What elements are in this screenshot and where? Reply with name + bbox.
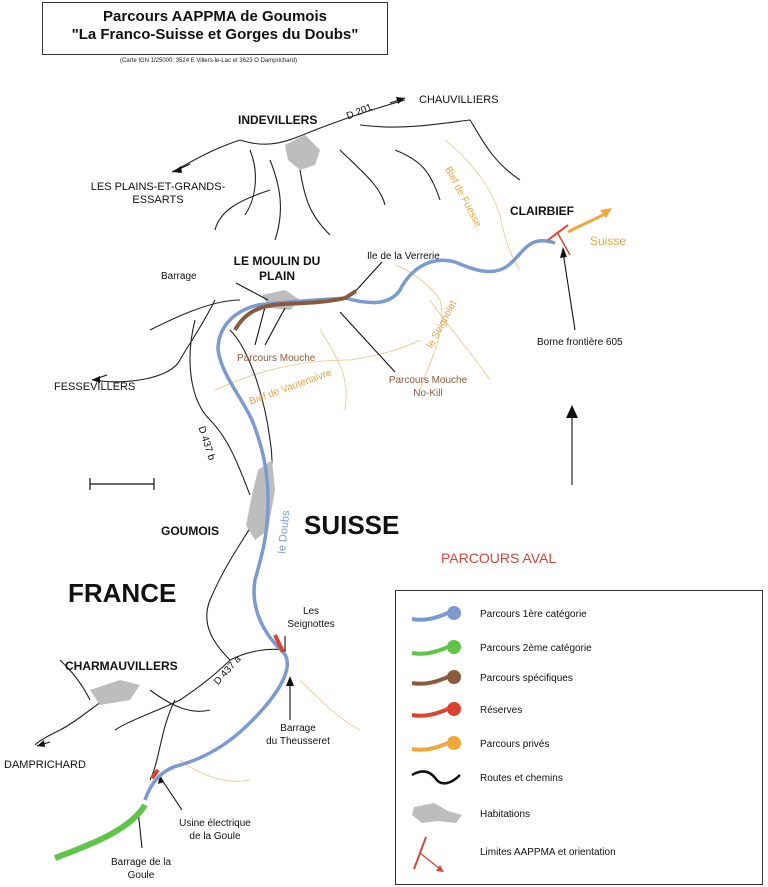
place-moulin-du-plain	[222, 254, 332, 284]
country-suisse: SUISSE	[304, 510, 400, 540]
legend-item-habitations	[396, 801, 762, 831]
road-d437a: D 437 a	[212, 653, 244, 688]
label-usine-electrique	[165, 817, 265, 843]
legend-item-2eme-categorie	[396, 635, 762, 665]
stream-bief-de-fuesse: Bief de Fuesse	[442, 165, 484, 230]
label-mouche-nokill-line1: Parcours Mouche	[388, 375, 468, 386]
label-usine-line1: Usine électrique	[179, 818, 251, 829]
legend-swatch-limit-arrow	[408, 835, 470, 875]
label-suisse-orientation: Suisse	[590, 234, 627, 248]
place-moulin-line1: LE MOULIN DU	[233, 254, 321, 268]
label-mouche-nokill-line2: No-Kill	[413, 388, 443, 399]
place-clairbief: CLAIRBIEF	[510, 204, 574, 218]
river-label-le-doubs: le Doubs	[276, 509, 293, 555]
label-seignottes-line2: Seignottes	[287, 619, 335, 630]
road-d201: D 201	[345, 102, 374, 123]
legend-label-6: Routes et chemins	[480, 773, 563, 784]
stream-bief-de-vautenaivre: Bief de Vautenaivre	[248, 367, 334, 408]
place-fessevillers: FESSEVILLERS	[54, 381, 136, 393]
legend-label-5: Parcours privés	[480, 739, 550, 750]
legend-label-8: Limites AAPPMA et orientation	[480, 847, 616, 858]
legend-label-1: Parcours 1ère catégorie	[480, 609, 587, 620]
place-les-plains	[86, 181, 230, 207]
label-borne-frontiere: Borne frontière 605	[537, 337, 623, 348]
map-title: Parcours AAPPMA de Goumois	[103, 8, 327, 25]
label-les-seignottes	[278, 605, 344, 631]
place-les-plains-line2: ESSARTS	[132, 194, 184, 206]
place-les-plains-line1: LES PLAINS-ET-GRANDS-	[90, 181, 226, 193]
place-chauvilliers: CHAUVILLIERS	[419, 94, 499, 106]
stream-le-seignolet: le Seignolet	[425, 298, 460, 351]
legend-swatch-road	[408, 765, 470, 789]
legend-label-7: Habitations	[480, 809, 531, 820]
legend-item-prives	[396, 731, 762, 761]
label-barrage-goule	[96, 856, 186, 882]
legend-swatch-brown-river	[408, 665, 470, 689]
legend-swatch-red-river	[408, 697, 470, 721]
place-charmauvillers: CHARMAUVILLERS	[65, 659, 178, 673]
label-theusseret-line1: Barrage	[280, 723, 316, 734]
label-parcours-mouche-no-kill	[373, 374, 483, 400]
label-theusseret-line2: du Theusseret	[266, 736, 330, 747]
legend-item-reserves	[396, 697, 762, 727]
legend-item-1ere-categorie	[396, 601, 762, 631]
label-goule-line1: Barrage de la	[110, 857, 172, 868]
legend-swatch-habitations	[408, 801, 470, 825]
place-damprichard: DAMPRICHARD	[4, 759, 86, 771]
label-goule-line2: Goule	[127, 870, 155, 881]
label-usine-line2: de la Goule	[189, 831, 241, 842]
legend-item-specifiques	[396, 665, 762, 695]
label-barrage-theusseret	[250, 722, 346, 748]
legend-swatch-blue-river	[408, 601, 470, 625]
label-seignottes-line1: Les	[302, 606, 320, 617]
legend-label-4: Réserves	[480, 705, 523, 716]
road-d437b: D 437 b	[195, 425, 217, 462]
parcours-2e-categorie	[55, 805, 145, 858]
legend-item-routes	[396, 765, 762, 795]
place-goumois: GOUMOIS	[161, 524, 220, 538]
map-subtitle-title: "La Franco-Suisse et Gorges du Doubs"	[71, 26, 359, 43]
label-barrage: Barrage	[161, 271, 197, 282]
label-ile-de-la-verrerie: Ile de la Verrerie	[367, 251, 440, 262]
title-box	[42, 2, 388, 55]
legend-swatch-orange-river	[408, 731, 470, 755]
map-source: (Carte IGN 1/25000: 3524 E Villers-le-Lac et 3623 O Damprichard)	[120, 58, 297, 64]
legend-swatch-green-river	[408, 635, 470, 659]
scale-bar	[90, 478, 154, 490]
legend-label-2: Parcours 2ème catégorie	[480, 643, 592, 654]
legend	[395, 590, 763, 885]
label-parcours-mouche: Parcours Mouche	[237, 353, 316, 364]
legend-label-3: Parcours spécifiques	[480, 673, 573, 684]
place-moulin-line2: PLAIN	[259, 269, 295, 283]
parcours-aval-title: PARCOURS AVAL	[441, 550, 557, 566]
place-indevillers: INDEVILLERS	[238, 113, 318, 127]
legend-item-limites	[396, 835, 762, 879]
country-france: FRANCE	[68, 578, 177, 608]
